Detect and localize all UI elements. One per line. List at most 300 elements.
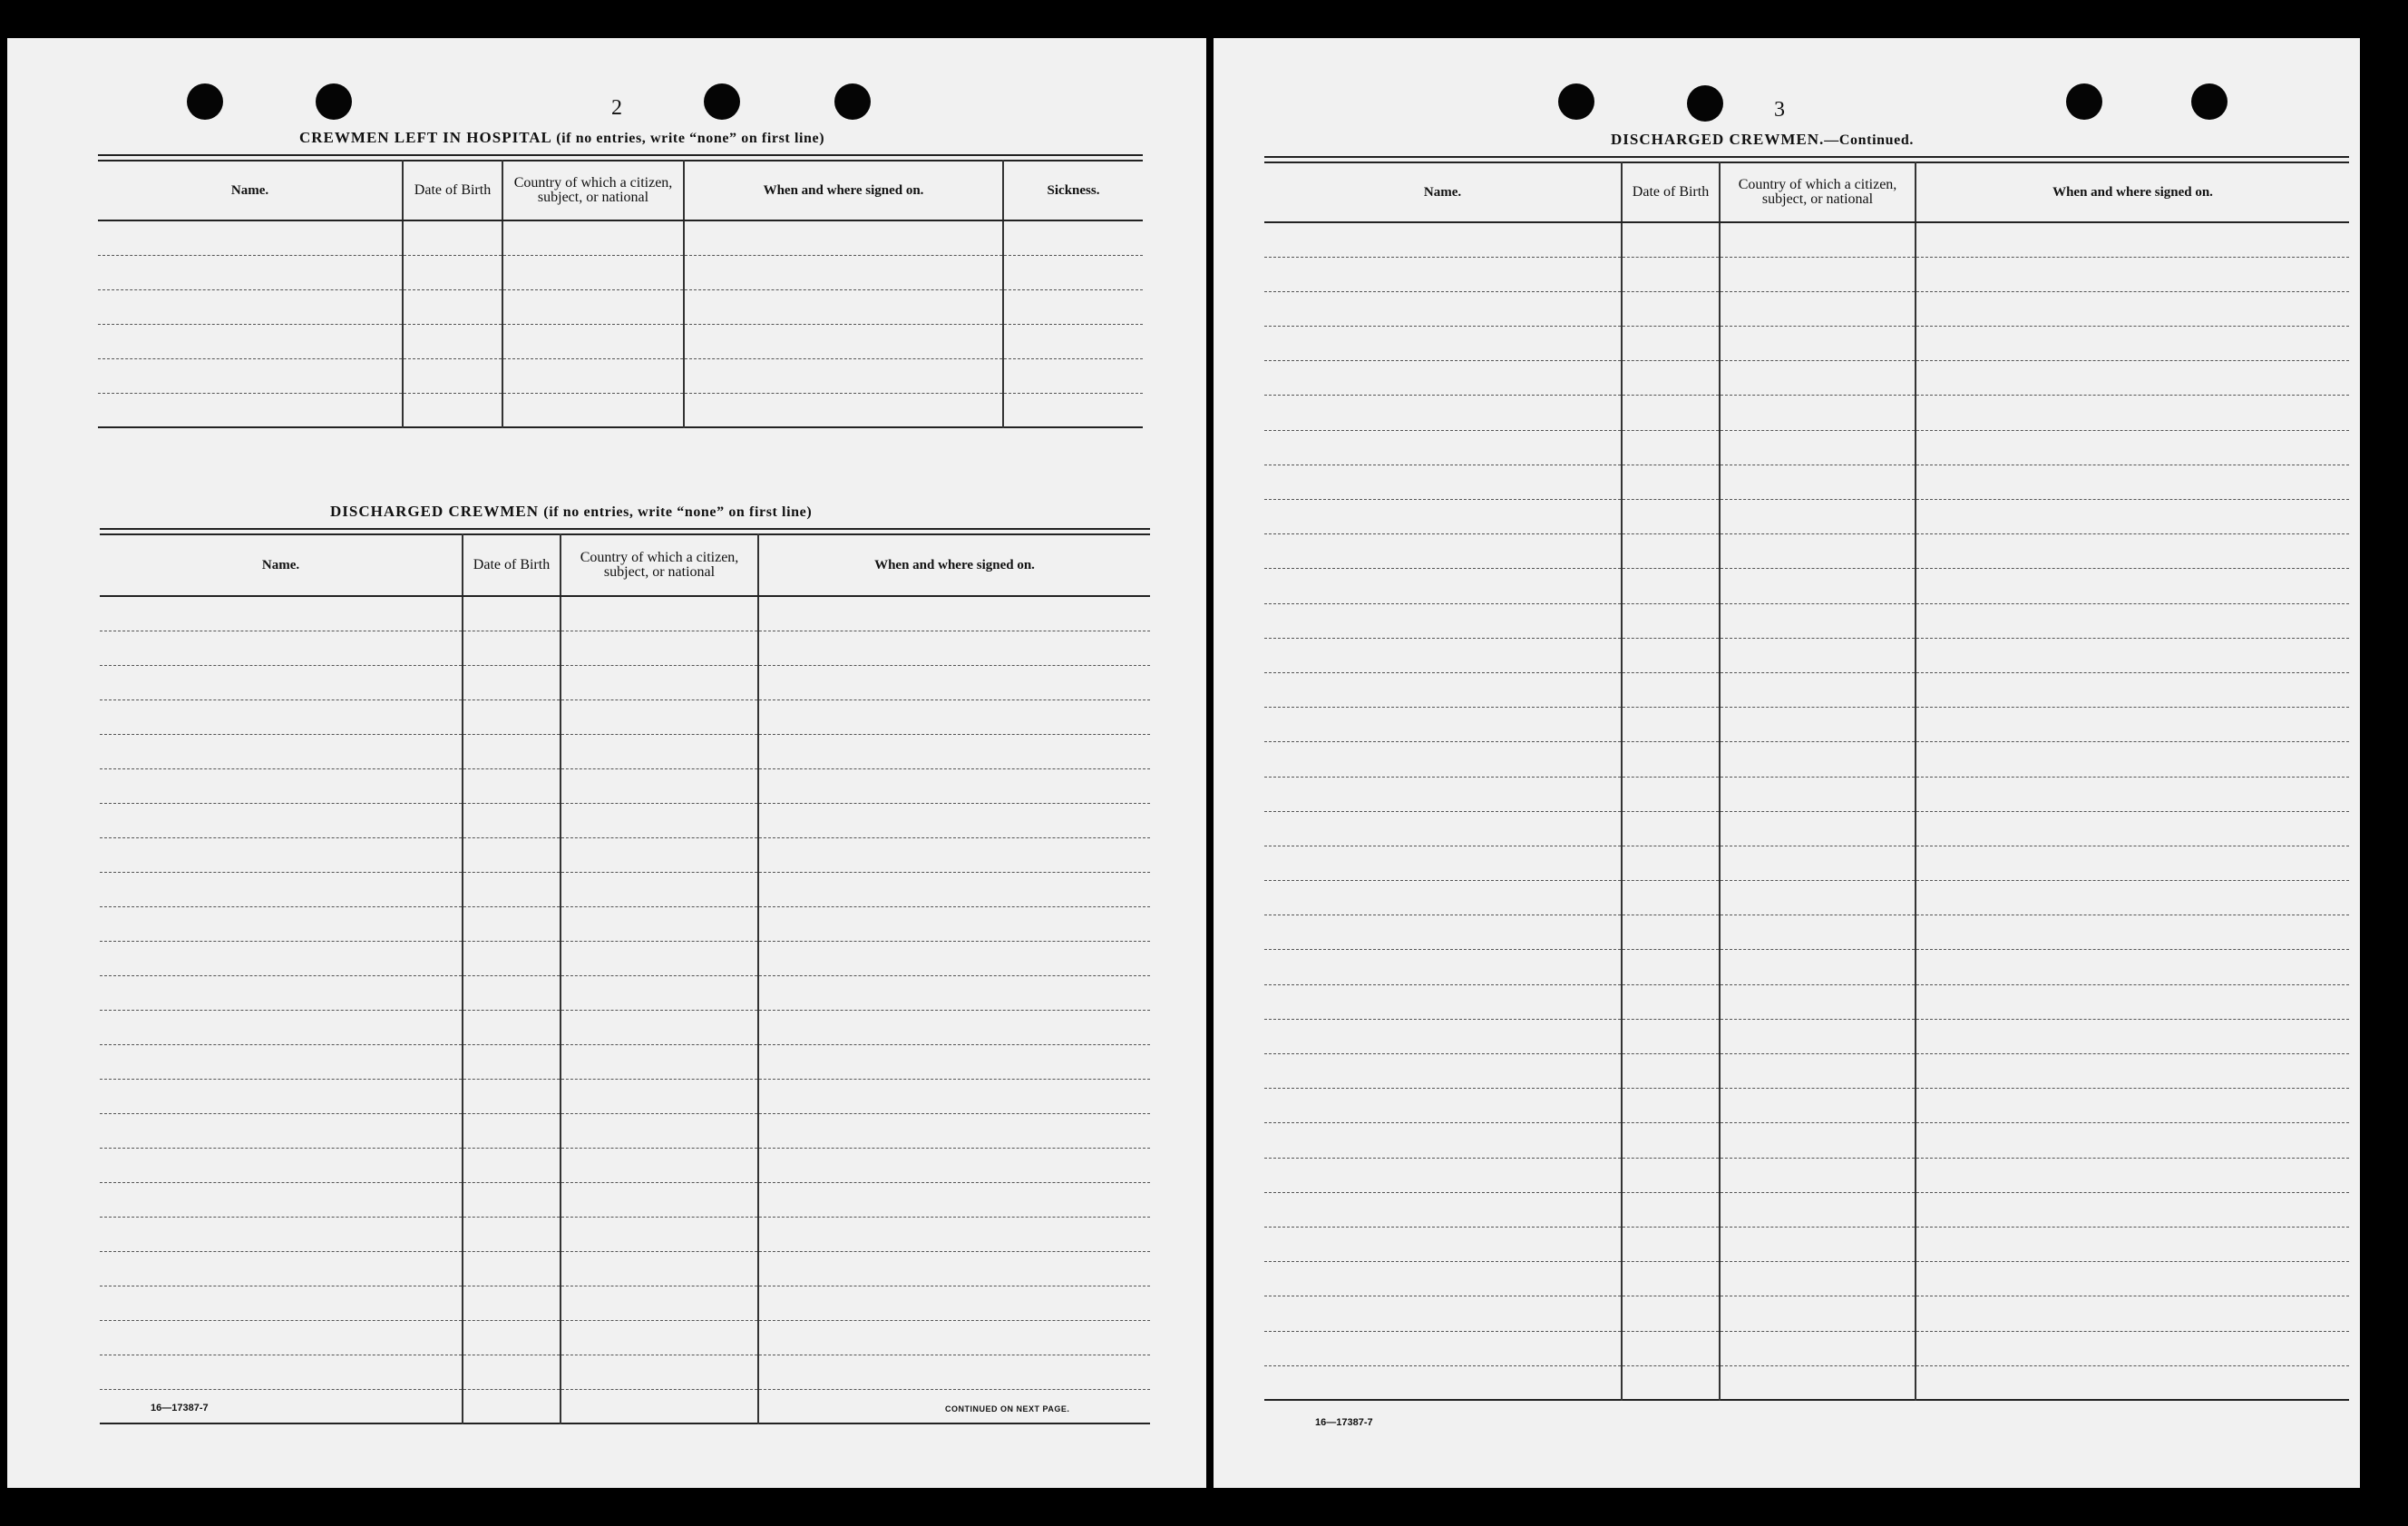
blank-entry-cell xyxy=(98,220,403,255)
blank-entry-cell xyxy=(684,393,1003,427)
blank-entry-cell xyxy=(1264,1192,1622,1227)
blank-entry-cell xyxy=(100,1320,463,1355)
blank-entry-cell xyxy=(758,631,1150,665)
blank-entry-cell xyxy=(1720,291,1916,326)
blank-entry-cell xyxy=(1003,324,1143,358)
blank-entry-cell xyxy=(758,975,1150,1010)
blank-entry-cell xyxy=(1916,534,2349,569)
blank-entry-cell xyxy=(1916,1089,2349,1123)
blank-entry-row xyxy=(100,665,1150,699)
blank-entry-cell xyxy=(100,1079,463,1113)
blank-entry-cell xyxy=(758,906,1150,941)
blank-entry-cell xyxy=(1720,1365,1916,1400)
punch-hole xyxy=(316,83,352,120)
blank-entry-cell xyxy=(1916,361,2349,396)
blank-entry-cell xyxy=(1720,638,1916,672)
blank-entry-cell xyxy=(1622,1158,1720,1192)
blank-entry-cell xyxy=(1622,1227,1720,1261)
blank-entry-cell xyxy=(1622,1365,1720,1400)
blank-entry-cell xyxy=(758,699,1150,734)
blank-entry-cell xyxy=(463,1113,561,1148)
blank-entry-cell xyxy=(1720,984,1916,1019)
blank-entry-cell xyxy=(100,1044,463,1079)
blank-entry-cell xyxy=(1720,672,1916,707)
blank-entry-row xyxy=(1264,1331,2349,1365)
blank-entry-cell xyxy=(758,1148,1150,1182)
blank-entry-cell xyxy=(100,1217,463,1251)
blank-entry-row xyxy=(100,1355,1150,1389)
blank-entry-cell xyxy=(463,803,561,837)
blank-entry-cell xyxy=(1622,327,1720,361)
blank-entry-cell xyxy=(1264,569,1622,603)
blank-entry-cell xyxy=(1916,1158,2349,1192)
blank-entry-row xyxy=(1264,396,2349,430)
blank-entry-cell xyxy=(1720,430,1916,465)
blank-entry-cell xyxy=(1916,742,2349,777)
blank-entry-cell xyxy=(561,837,758,872)
blank-entry-cell xyxy=(1622,465,1720,499)
blank-entry-cell xyxy=(1720,811,1916,846)
blank-entry-cell xyxy=(1622,500,1720,534)
blank-entry-cell xyxy=(1916,396,2349,430)
blank-entry-cell xyxy=(100,1148,463,1182)
blank-entry-cell xyxy=(1622,257,1720,291)
section-rule xyxy=(100,528,1150,530)
blank-entry-row xyxy=(1264,1054,2349,1089)
blank-entry-row xyxy=(100,1320,1150,1355)
blank-entry-row xyxy=(100,1113,1150,1148)
blank-entry-cell xyxy=(684,255,1003,289)
blank-entry-row xyxy=(100,1251,1150,1286)
blank-entry-cell xyxy=(1916,465,2349,499)
blank-entry-cell xyxy=(758,872,1150,906)
blank-entry-cell xyxy=(758,1079,1150,1113)
continued-note: CONTINUED ON NEXT PAGE. xyxy=(945,1404,1070,1414)
blank-entry-cell xyxy=(1720,222,1916,257)
blank-entry-cell xyxy=(1622,777,1720,811)
blank-entry-cell xyxy=(1720,603,1916,638)
blank-entry-cell xyxy=(758,1251,1150,1286)
blank-entry-row xyxy=(100,1148,1150,1182)
blank-entry-cell xyxy=(463,665,561,699)
punch-hole xyxy=(187,83,223,120)
column-header-date-of-birth: Date of Birth xyxy=(1622,162,1720,222)
blank-entry-cell xyxy=(100,872,463,906)
blank-entry-row xyxy=(1264,222,2349,257)
blank-entry-cell xyxy=(561,1251,758,1286)
blank-entry-row xyxy=(1264,534,2349,569)
blank-entry-cell xyxy=(100,1113,463,1148)
blank-entry-cell xyxy=(1264,1123,1622,1158)
blank-entry-row xyxy=(1264,1089,2349,1123)
blank-entry-cell xyxy=(1003,393,1143,427)
blank-entry-cell xyxy=(758,1217,1150,1251)
blank-entry-cell xyxy=(1916,500,2349,534)
blank-entry-row xyxy=(100,734,1150,768)
blank-entry-cell xyxy=(1720,257,1916,291)
blank-entry-cell xyxy=(502,255,684,289)
blank-entry-cell xyxy=(1003,358,1143,393)
blank-entry-cell xyxy=(1622,1192,1720,1227)
blank-entry-cell xyxy=(1720,1089,1916,1123)
column-header-country: Country of which a citizen, subject, or national xyxy=(561,534,758,596)
blank-entry-row xyxy=(1264,915,2349,950)
blank-entry-cell xyxy=(463,631,561,665)
punch-hole xyxy=(1687,85,1723,122)
blank-entry-cell xyxy=(1264,1365,1622,1400)
blank-entry-cell xyxy=(100,699,463,734)
punch-hole xyxy=(834,83,871,120)
blank-entry-row xyxy=(100,768,1150,803)
blank-entry-cell xyxy=(100,906,463,941)
blank-entry-cell xyxy=(98,255,403,289)
blank-entry-row xyxy=(100,631,1150,665)
blank-entry-cell xyxy=(561,1286,758,1320)
blank-entry-cell xyxy=(100,596,463,631)
blank-entry-cell xyxy=(561,1355,758,1389)
page-number: 3 xyxy=(1774,98,1785,122)
blank-entry-cell xyxy=(1003,220,1143,255)
blank-entry-cell xyxy=(100,803,463,837)
blank-entry-cell xyxy=(561,699,758,734)
blank-entry-cell xyxy=(1916,915,2349,950)
blank-entry-cell xyxy=(100,1286,463,1320)
blank-entry-cell xyxy=(98,289,403,324)
left-page xyxy=(7,38,1206,1488)
blank-entry-cell xyxy=(1916,881,2349,915)
blank-entry-cell xyxy=(1720,881,1916,915)
blank-entry-cell xyxy=(1622,1019,1720,1053)
blank-entry-cell xyxy=(561,941,758,975)
blank-entry-cell xyxy=(403,324,502,358)
blank-entry-row xyxy=(100,1182,1150,1217)
blank-entry-row xyxy=(98,289,1143,324)
blank-entry-cell xyxy=(1720,1331,1916,1365)
blank-entry-cell xyxy=(1003,255,1143,289)
blank-entry-cell xyxy=(1622,569,1720,603)
blank-entry-cell xyxy=(758,941,1150,975)
blank-entry-cell xyxy=(100,1355,463,1389)
blank-entry-cell xyxy=(100,837,463,872)
blank-entry-row xyxy=(1264,327,2349,361)
blank-entry-cell xyxy=(561,1217,758,1251)
blank-entry-cell xyxy=(561,872,758,906)
blank-entry-cell xyxy=(1264,603,1622,638)
blank-entry-cell xyxy=(1916,1262,2349,1296)
blank-entry-cell xyxy=(463,1355,561,1389)
blank-entry-cell xyxy=(1916,950,2349,984)
blank-entry-cell xyxy=(463,1389,561,1423)
blank-entry-row xyxy=(1264,1262,2349,1296)
blank-entry-row xyxy=(1264,1192,2349,1227)
blank-entry-cell xyxy=(758,734,1150,768)
blank-entry-cell xyxy=(1264,811,1622,846)
blank-entry-cell xyxy=(100,1010,463,1044)
blank-entry-row xyxy=(100,596,1150,631)
blank-entry-cell xyxy=(1916,638,2349,672)
blank-entry-cell xyxy=(1264,1296,1622,1331)
blank-entry-cell xyxy=(1916,1123,2349,1158)
blank-entry-row xyxy=(1264,950,2349,984)
blank-entry-cell xyxy=(561,906,758,941)
blank-entry-cell xyxy=(1264,1054,1622,1089)
blank-entry-cell xyxy=(502,220,684,255)
discharged-table xyxy=(100,533,1150,1424)
blank-entry-cell xyxy=(1622,1262,1720,1296)
blank-entry-cell xyxy=(502,289,684,324)
blank-entry-cell xyxy=(1264,984,1622,1019)
blank-entry-cell xyxy=(758,1320,1150,1355)
discharged-rows xyxy=(100,596,1150,1423)
blank-entry-row xyxy=(100,803,1150,837)
blank-entry-cell xyxy=(403,358,502,393)
blank-entry-cell xyxy=(1622,534,1720,569)
blank-entry-cell xyxy=(758,768,1150,803)
blank-entry-row xyxy=(1264,846,2349,880)
blank-entry-cell xyxy=(1916,672,2349,707)
column-header-country: Country of which a citizen, subject, or national xyxy=(1720,162,1916,222)
blank-entry-cell xyxy=(1264,465,1622,499)
blank-entry-cell xyxy=(1720,1227,1916,1261)
blank-entry-cell xyxy=(561,665,758,699)
blank-entry-cell xyxy=(684,324,1003,358)
blank-entry-cell xyxy=(1916,1227,2349,1261)
blank-entry-row xyxy=(98,358,1143,393)
blank-entry-row xyxy=(100,1044,1150,1079)
blank-entry-cell xyxy=(1916,569,2349,603)
blank-entry-row xyxy=(1264,1365,2349,1400)
blank-entry-row xyxy=(1264,603,2349,638)
blank-entry-cell xyxy=(1720,1123,1916,1158)
blank-entry-cell xyxy=(1622,811,1720,846)
blank-entry-cell xyxy=(1916,327,2349,361)
blank-entry-cell xyxy=(1264,361,1622,396)
blank-entry-cell xyxy=(1916,846,2349,880)
blank-entry-row xyxy=(100,906,1150,941)
blank-entry-cell xyxy=(1720,1019,1916,1053)
blank-entry-cell xyxy=(463,1286,561,1320)
right-title-text: DISCHARGED CREWMEN. xyxy=(1611,131,1825,148)
blank-entry-row xyxy=(1264,291,2349,326)
right-discharged-table xyxy=(1264,161,2349,1401)
blank-entry-cell xyxy=(1720,1054,1916,1089)
blank-entry-cell xyxy=(1622,672,1720,707)
blank-entry-cell xyxy=(561,734,758,768)
blank-entry-row xyxy=(1264,742,2349,777)
blank-entry-cell xyxy=(1622,950,1720,984)
blank-entry-cell xyxy=(561,1044,758,1079)
punch-hole xyxy=(704,83,740,120)
column-header-signed-on: When and where signed on. xyxy=(1916,162,2349,222)
punch-hole xyxy=(2191,83,2228,120)
blank-entry-cell xyxy=(98,358,403,393)
blank-entry-row xyxy=(1264,1019,2349,1053)
blank-entry-cell xyxy=(1622,361,1720,396)
blank-entry-row xyxy=(100,975,1150,1010)
hospital-section-title xyxy=(299,129,824,147)
blank-entry-cell xyxy=(1720,500,1916,534)
hospital-rows xyxy=(98,220,1143,427)
blank-entry-row xyxy=(1264,638,2349,672)
column-header-date-of-birth: Date of Birth xyxy=(403,161,502,220)
blank-entry-cell xyxy=(1264,1158,1622,1192)
blank-entry-cell xyxy=(1916,291,2349,326)
blank-entry-cell xyxy=(1622,291,1720,326)
blank-entry-cell xyxy=(1720,1158,1916,1192)
column-header-name: Name. xyxy=(98,161,403,220)
blank-entry-cell xyxy=(1264,534,1622,569)
blank-entry-cell xyxy=(1916,811,2349,846)
discharged-title-note: (if no entries, write “none” on first line) xyxy=(543,504,813,520)
blank-entry-cell xyxy=(1622,1123,1720,1158)
blank-entry-cell xyxy=(463,1251,561,1286)
blank-entry-cell xyxy=(1622,396,1720,430)
blank-entry-row xyxy=(1264,500,2349,534)
blank-entry-cell xyxy=(1622,1054,1720,1089)
blank-entry-cell xyxy=(1720,1296,1916,1331)
blank-entry-row xyxy=(1264,1296,2349,1331)
blank-entry-cell xyxy=(758,596,1150,631)
blank-entry-row xyxy=(98,393,1143,427)
blank-entry-cell xyxy=(1264,430,1622,465)
blank-entry-cell xyxy=(1916,1331,2349,1365)
blank-entry-row xyxy=(1264,984,2349,1019)
blank-entry-cell xyxy=(1916,222,2349,257)
right-page xyxy=(1214,38,2360,1488)
blank-entry-cell xyxy=(1622,638,1720,672)
blank-entry-row xyxy=(1264,465,2349,499)
blank-entry-cell xyxy=(403,255,502,289)
blank-entry-cell xyxy=(1264,257,1622,291)
blank-entry-cell xyxy=(561,1320,758,1355)
blank-entry-cell xyxy=(1622,881,1720,915)
blank-entry-cell xyxy=(1264,777,1622,811)
blank-entry-row xyxy=(1264,1158,2349,1192)
blank-entry-cell xyxy=(1264,846,1622,880)
blank-entry-cell xyxy=(684,358,1003,393)
blank-entry-cell xyxy=(1264,222,1622,257)
blank-entry-row xyxy=(100,1010,1150,1044)
blank-entry-cell xyxy=(1720,708,1916,742)
blank-entry-cell xyxy=(100,1251,463,1286)
blank-entry-cell xyxy=(1264,1331,1622,1365)
blank-entry-cell xyxy=(463,975,561,1010)
blank-entry-cell xyxy=(1264,915,1622,950)
blank-entry-cell xyxy=(1720,327,1916,361)
blank-entry-cell xyxy=(1622,984,1720,1019)
top-rule xyxy=(98,154,1143,156)
blank-entry-cell xyxy=(1720,569,1916,603)
blank-entry-cell xyxy=(684,220,1003,255)
blank-entry-cell xyxy=(1622,1296,1720,1331)
blank-entry-row xyxy=(98,324,1143,358)
blank-entry-cell xyxy=(1264,1019,1622,1053)
blank-entry-cell xyxy=(1264,638,1622,672)
blank-entry-row xyxy=(1264,361,2349,396)
blank-entry-cell xyxy=(502,324,684,358)
blank-entry-cell xyxy=(1264,500,1622,534)
blank-entry-cell xyxy=(463,1148,561,1182)
blank-entry-cell xyxy=(1264,1089,1622,1123)
blank-entry-cell xyxy=(463,768,561,803)
blank-entry-cell xyxy=(463,872,561,906)
blank-entry-cell xyxy=(100,665,463,699)
blank-entry-cell xyxy=(1720,361,1916,396)
blank-entry-cell xyxy=(1622,1331,1720,1365)
blank-entry-cell xyxy=(463,596,561,631)
blank-entry-cell xyxy=(463,837,561,872)
punch-hole xyxy=(2066,83,2102,120)
blank-entry-row xyxy=(1264,881,2349,915)
right-section-title xyxy=(1611,131,1914,149)
blank-entry-cell xyxy=(1622,846,1720,880)
blank-entry-row xyxy=(1264,708,2349,742)
right-rows xyxy=(1264,222,2349,1400)
blank-entry-cell xyxy=(1916,1019,2349,1053)
blank-entry-cell xyxy=(1264,708,1622,742)
blank-entry-cell xyxy=(463,1320,561,1355)
blank-entry-row xyxy=(100,1217,1150,1251)
blank-entry-cell xyxy=(463,699,561,734)
blank-entry-cell xyxy=(1916,1054,2349,1089)
blank-entry-row xyxy=(1264,672,2349,707)
blank-entry-cell xyxy=(98,324,403,358)
blank-entry-cell xyxy=(1264,1227,1622,1261)
blank-entry-cell xyxy=(1720,950,1916,984)
blank-entry-cell xyxy=(463,1079,561,1113)
blank-entry-cell xyxy=(502,358,684,393)
blank-entry-cell xyxy=(463,906,561,941)
blank-entry-cell xyxy=(561,1182,758,1217)
blank-entry-cell xyxy=(758,1010,1150,1044)
column-header-date-of-birth: Date of Birth xyxy=(463,534,561,596)
blank-entry-cell xyxy=(561,1389,758,1423)
blank-entry-cell xyxy=(1622,603,1720,638)
blank-entry-cell xyxy=(98,393,403,427)
blank-entry-row xyxy=(1264,430,2349,465)
form-number: 16—17387-7 xyxy=(1315,1417,1373,1428)
blank-entry-cell xyxy=(463,1044,561,1079)
blank-entry-row xyxy=(100,872,1150,906)
hospital-title-text: CREWMEN LEFT IN HOSPITAL xyxy=(299,129,551,146)
blank-entry-cell xyxy=(463,1217,561,1251)
blank-entry-cell xyxy=(403,289,502,324)
discharged-section-title xyxy=(330,503,812,521)
blank-entry-cell xyxy=(1916,257,2349,291)
punch-hole xyxy=(1558,83,1594,120)
blank-entry-cell xyxy=(561,1079,758,1113)
blank-entry-cell xyxy=(1622,742,1720,777)
blank-entry-cell xyxy=(684,289,1003,324)
blank-entry-cell xyxy=(561,803,758,837)
blank-entry-row xyxy=(1264,777,2349,811)
blank-entry-cell xyxy=(758,1113,1150,1148)
blank-entry-cell xyxy=(561,1148,758,1182)
blank-entry-cell xyxy=(1264,950,1622,984)
blank-entry-cell xyxy=(1720,777,1916,811)
blank-entry-row xyxy=(100,1079,1150,1113)
blank-entry-cell xyxy=(100,631,463,665)
column-header-name: Name. xyxy=(1264,162,1622,222)
blank-entry-cell xyxy=(1916,1192,2349,1227)
blank-entry-cell xyxy=(1622,708,1720,742)
column-header-signed-on: When and where signed on. xyxy=(758,534,1150,596)
blank-entry-cell xyxy=(463,941,561,975)
blank-entry-cell xyxy=(1264,327,1622,361)
discharged-title-text: DISCHARGED CREWMEN xyxy=(330,503,540,520)
blank-entry-cell xyxy=(100,1182,463,1217)
hospital-title-note: (if no entries, write “none” on first line) xyxy=(556,131,825,146)
